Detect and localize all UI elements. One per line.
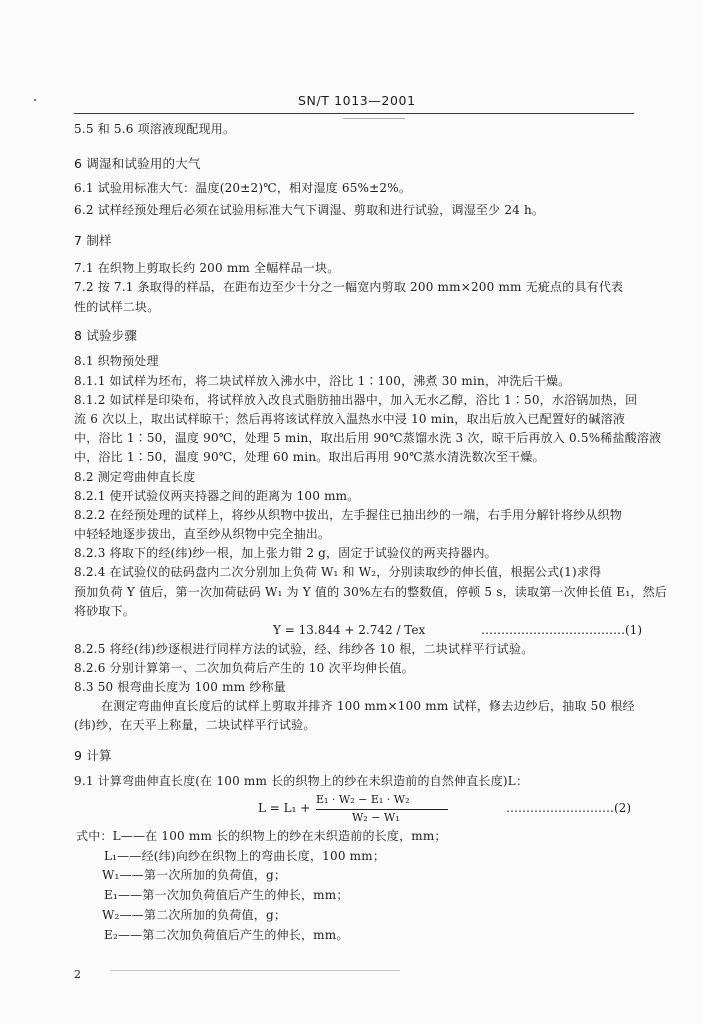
text-line: 5.5 和 5.6 项溶液现配现用。 (74, 122, 236, 136)
page-number: 2 (74, 968, 81, 981)
clause-7-2: 7.2 按 7.1 条取得的样品，在距布边至少十分之一幅宽内剪取 200 mm×200 mm 无疵点的具有代表 (74, 280, 624, 294)
footer-rule (110, 970, 400, 971)
formula-2-number: ………………………(2) (506, 801, 631, 815)
symbol-definition: W₂——第二次所加的负荷值，g； (102, 908, 287, 922)
clause-8-1-1: 8.1.1 如试样为坯布，将二块试样放入沸水中，浴比 1∶100，沸煮 30 min，冲洗后干燥。 (74, 374, 571, 388)
section-heading: 9 计算 (74, 748, 112, 763)
section-heading: 8 试验步骤 (74, 328, 138, 343)
header-rule (74, 113, 634, 114)
standard-code-header: SN/T 1013—2001 (298, 93, 416, 108)
clause-8-2-2: 8.2.2 在经预处理的试样上，将纱从织物中拔出，左手握住已抽出纱的一端，右手用分解针将纱从织物 (74, 508, 622, 522)
text-line: 预加负荷 Y 值后，第一次加荷砝码 W₁ 为 Y 值的 30%左右的整数值，停顿 5 s，读取第一次伸长值 E₁，然后 (74, 585, 667, 599)
clause-6-2: 6.2 试样经预处理后必须在试验用标准大气下调湿、剪取和进行试验，调湿至少 24 h。 (74, 203, 545, 217)
clause-8-3: 8.3 50 根弯曲长度为 100 mm 纱称量 (74, 680, 286, 694)
symbol-definition: E₁——第一次加负荷值后产生的伸长，mm； (104, 888, 349, 902)
formula-2-fraction-bar (316, 809, 448, 810)
text-line: 流 6 次以上，取出试样晾干；然后再将该试样放入温热水中浸 10 min，取出后放入已配置好的碱溶液 (74, 412, 626, 426)
formula-2-numerator: E₁ · W₂ − E₁ · W₂ (316, 793, 410, 806)
symbol-definition: L₁——经(纬)向纱在织物上的弯曲长度，100 mm； (104, 849, 386, 863)
text-line: 中，浴比 1∶50，温度 90℃，处理 5 min，取出后用 90℃蒸馏水洗 3 次，晾干后再放入 0.5%稀盐酸溶液 (74, 431, 662, 445)
clause-8-2: 8.2 测定弯曲伸直长度 (74, 470, 196, 484)
header-subrule (343, 118, 405, 119)
symbol-definition: E₂——第二次加负荷值后产生的伸长，mm。 (104, 928, 349, 942)
clause-8-2-4: 8.2.4 在试验仪的砝码盘内二次分别加上负荷 W₁ 和 W₂，分别读取纱的伸长值，根据公式(1)求得 (74, 565, 602, 579)
text-line: 在测定弯曲伸直长度后的试样上剪取并排齐 100 mm×100 mm 试样，修去边纱后，抽取 50 根经 (101, 699, 635, 713)
clause-7-1: 7.1 在织物上剪取长约 200 mm 全幅样品一块。 (74, 261, 340, 275)
text-line: 性的试样二块。 (74, 300, 160, 314)
text-line: (纬)纱，在天平上称量，二块试样平行试验。 (74, 718, 316, 732)
clause-8-2-5: 8.2.5 将经(纬)纱逐根进行同样方法的试验，经、纬纱各 10 根，二块试样平行试验。 (74, 642, 534, 656)
clause-6-1: 6.1 试验用标准大气：温度(20±2)℃，相对湿度 65%±2%。 (74, 181, 412, 195)
symbol-definition: 式中：L——在 100 mm 长的织物上的纱在未织造前的长度，mm； (76, 829, 447, 843)
text-line: 中轻轻地逐步拔出，直至纱从织物中完全抽出。 (74, 527, 331, 541)
clause-8-2-6: 8.2.6 分别计算第一、二次加负荷后产生的 10 次平均伸长值。 (74, 661, 414, 675)
clause-8-2-1: 8.2.1 使开试验仪两夹持器之间的距离为 100 mm。 (74, 489, 360, 503)
section-heading: 6 调湿和试验用的大气 (74, 156, 201, 171)
formula-1-number: ………………………………(1) (481, 623, 642, 637)
text-line: 将砂取下。 (74, 604, 136, 618)
scan-speck (34, 99, 36, 101)
clause-9-1: 9.1 计算弯曲伸直长度(在 100 mm 长的织物上的纱在未织造前的自然伸直长度)L： (74, 774, 529, 788)
formula-2-denominator: W₂ − W₁ (352, 811, 400, 824)
clause-8-1: 8.1 织物预处理 (74, 354, 159, 368)
text-line: 中，浴比 1∶50，温度 90℃，处理 60 min。取出后再用 90℃蒸水清洗数次至干燥。 (74, 450, 545, 464)
formula-2-lhs: L = L₁ + (258, 801, 311, 815)
section-heading: 7 制样 (74, 233, 112, 248)
formula-1: Y = 13.844 + 2.742 / Tex (273, 623, 426, 637)
symbol-definition: W₁——第一次所加的负荷值，g； (102, 868, 287, 882)
clause-8-2-3: 8.2.3 将取下的经(纬)纱一根，加上张力钳 2 g，固定于试验仪的两夹持器内。 (74, 546, 497, 560)
clause-8-1-2: 8.1.2 如试样是印染布，将试样放入改良式脂肪抽出器中，加入无水乙醇，浴比 1∶50，水浴锅加热，回 (74, 393, 638, 407)
